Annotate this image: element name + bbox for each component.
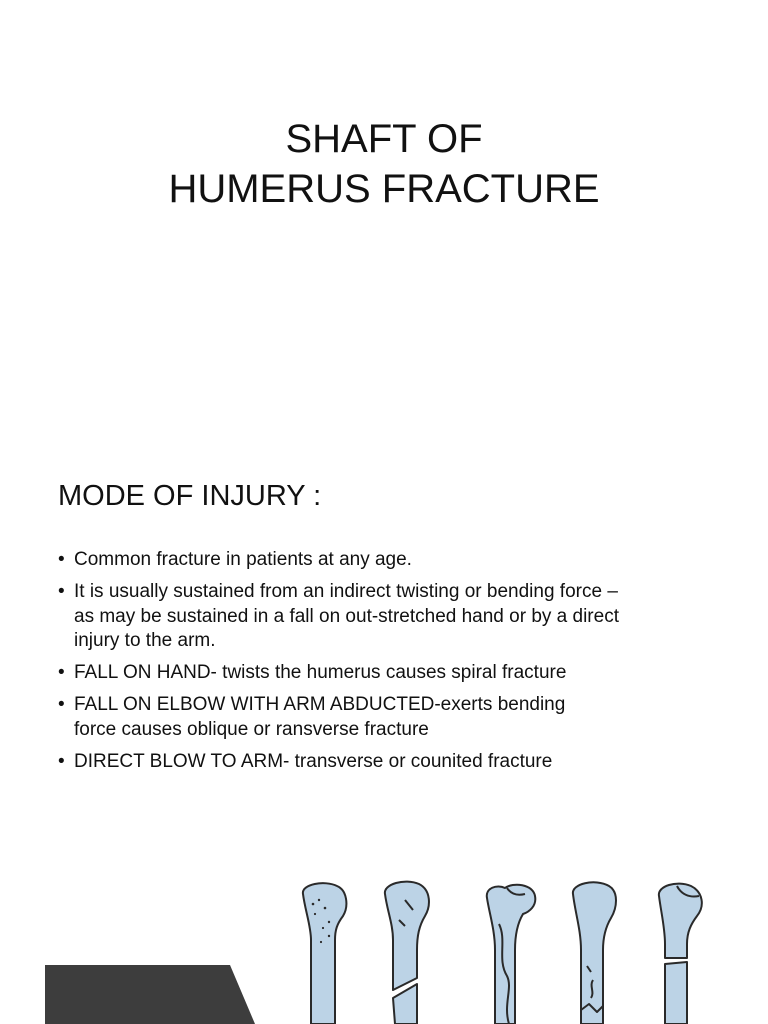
bullet-item <box>58 548 718 573</box>
slide-title-line-2: HUMERUS FRACTURE <box>168 167 600 211</box>
bone-comminuted-icon <box>303 883 346 1024</box>
humerus-fracture-illustration <box>285 880 725 1024</box>
bullet-line: • DIRECT BLOW TO ARM- transverse or counited fracture <box>74 750 553 772</box>
bullet-line: • FALL ON HAND- twists the humerus causes spiral fracture <box>74 662 567 683</box>
decorative-dark-shape <box>45 965 255 1024</box>
content-slide <box>0 430 768 1024</box>
slide-title-line-1: SHAFT OF <box>285 117 483 161</box>
bullet-line: • It is usually sustained from an indirect twisting or bending force – <box>74 581 618 602</box>
bullet-item <box>58 693 718 742</box>
bullet-item <box>58 580 718 654</box>
bullet-list <box>58 548 718 782</box>
bone-spiral-fracture-icon <box>487 885 536 1024</box>
bone-oblique-fracture-icon <box>385 882 429 1024</box>
bullet-item <box>58 661 718 686</box>
dark-shape-polygon <box>45 965 255 1024</box>
bullet-line: • FALL ON ELBOW WITH ARM ABDUCTED-exerts bending <box>74 694 566 715</box>
bullet-item <box>58 750 718 775</box>
bullet-line: • Common fracture in patients at any age. <box>74 549 412 570</box>
title-slide <box>0 0 768 420</box>
slide-title <box>0 114 768 214</box>
bullet-line: force causes oblique or ransverse fracture <box>74 718 429 740</box>
section-heading: MODE OF INJURY : <box>58 480 322 512</box>
bone-transverse-fracture-icon <box>659 884 702 1024</box>
bullet-line: injury to the arm. <box>74 630 216 651</box>
bone-counited-fracture-icon <box>573 882 616 1024</box>
bullet-line: as may be sustained in a fall on out-stretched hand or by a direct <box>74 605 619 627</box>
